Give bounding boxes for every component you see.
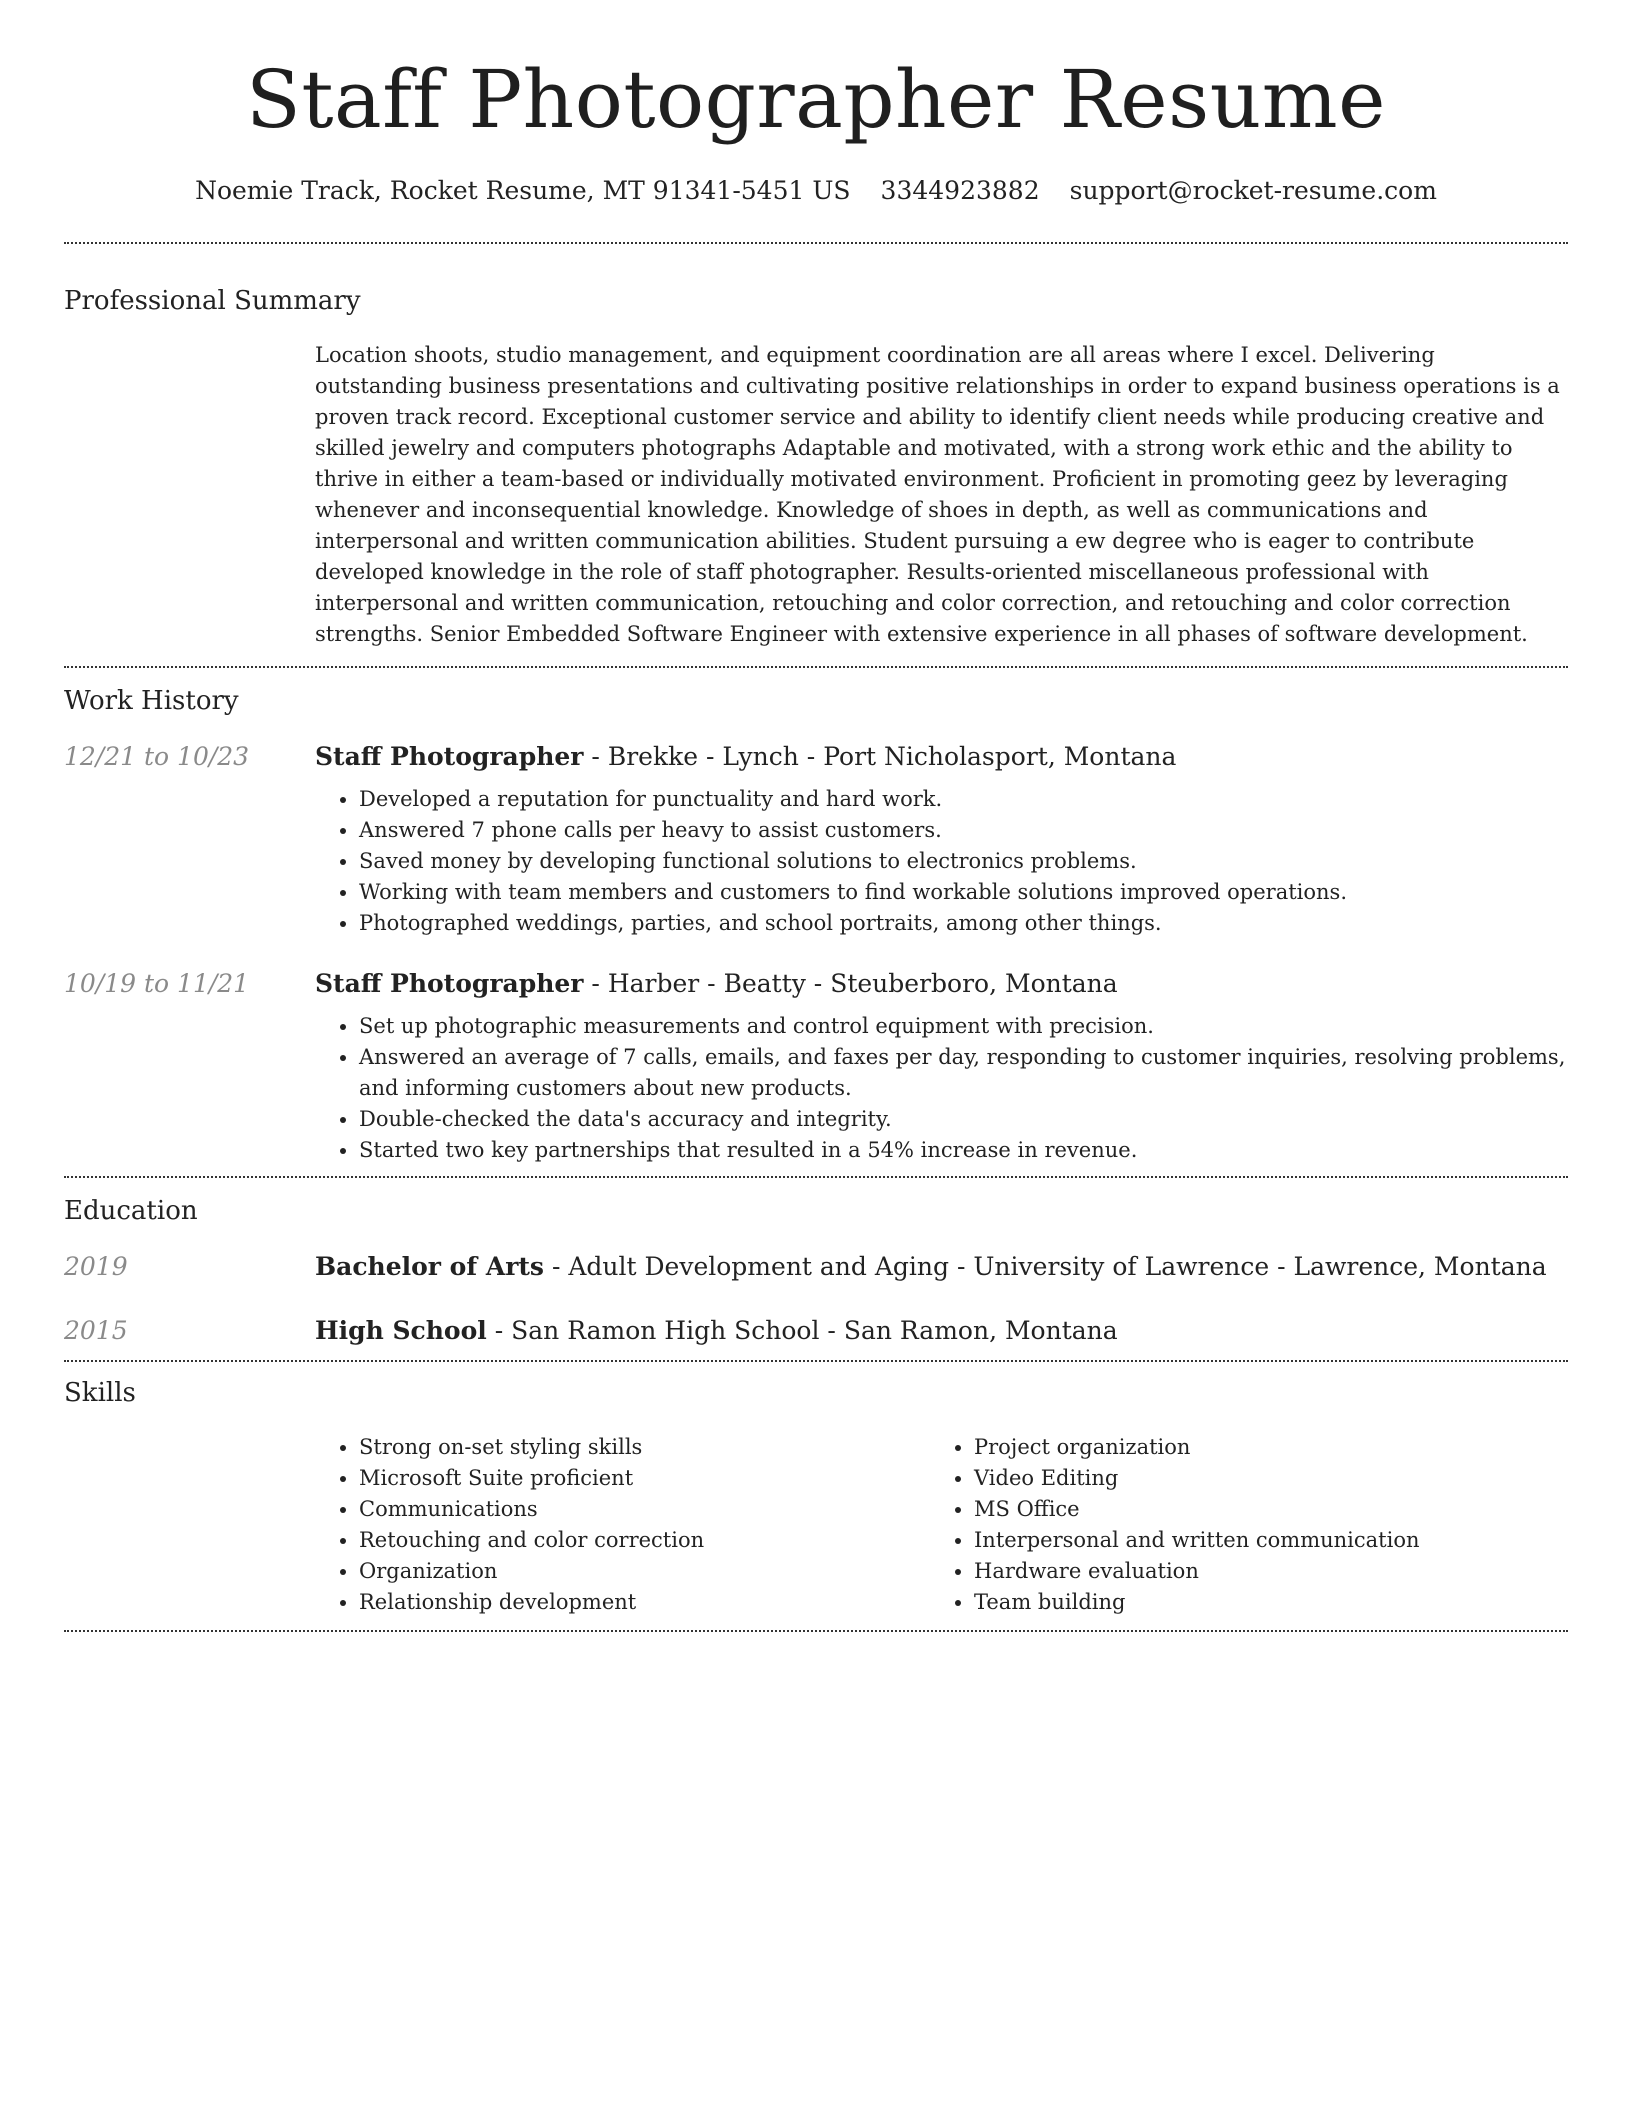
education-section [64,1178,1568,1348]
section-heading-summary: Professional Summary [64,286,361,316]
education-details: - Adult Development and Aging - University of Lawrence - Lawrence, Montana [544,1252,1547,1281]
section-heading-work: Work History [64,686,239,716]
job-details: - Brekke - Lynch - Port Nicholasport, Montana [583,742,1177,771]
list-item: • Communications [359,1494,930,1525]
job-title [315,967,1568,1001]
job-entry [64,740,1568,939]
list-item: • Photographed weddings, parties, and school portraits, among other things. [359,908,1568,939]
education-degree: Bachelor of Arts [315,1252,545,1281]
list-item: • Hardware evaluation [974,1556,1545,1587]
contact-phone: 3344923882 [880,176,1040,205]
list-item: • Retouching and color correction [359,1525,930,1556]
education-title [315,1314,1118,1348]
divider [64,1630,1568,1632]
list-item: • Video Editing [974,1463,1545,1494]
list-item: • Interpersonal and written communication [974,1525,1545,1556]
job-title [315,740,1568,774]
education-year: 2015 [64,1316,128,1345]
education-year: 2019 [64,1252,128,1281]
job-entry [64,967,1568,1166]
contact-address: Noemie Track, Rocket Resume, MT 91341-5451 US [195,176,851,205]
section-heading-education: Education [64,1196,198,1226]
list-item: • Microsoft Suite proficient [359,1463,930,1494]
job-role: Staff Photographer [315,969,584,998]
education-degree: High School [315,1316,487,1345]
skills-section [64,1362,1568,1630]
list-item: • Answered an average of 7 calls, emails, and faxes per day, responding to customer inquiries, resolving problems, and informing customers about new products. [359,1042,1568,1104]
job-dates: 10/19 to 11/21 [64,969,250,998]
contact-line [64,174,1568,208]
list-item: • Team building [974,1587,1545,1618]
job-body [315,967,1568,1166]
list-item: • Project organization [974,1432,1545,1463]
list-item: • Set up photographic measurements and control equipment with precision. [359,1011,1568,1042]
job-details: - Harber - Beatty - Steuberboro, Montana [583,969,1118,998]
skills-grid [315,1432,1568,1630]
job-dates: 12/21 to 10/23 [64,742,250,771]
job-bullets [315,784,1568,939]
work-history-section [64,668,1568,1166]
contact-email: support@rocket-resume.com [1069,176,1437,205]
list-item: • Relationship development [359,1587,930,1618]
list-item: • Organization [359,1556,930,1587]
professional-summary-section [64,244,1568,666]
education-title [315,1250,1547,1284]
education-entry [64,1250,1568,1284]
section-heading-skills: Skills [64,1378,136,1408]
job-bullets [315,1011,1568,1166]
list-item: • Working with team members and customers to find workable solutions improved operations. [359,877,1568,908]
skills-list-left [315,1432,930,1618]
list-item: • Answered 7 phone calls per heavy to assist customers. [359,815,1568,846]
resume-title: Staff Photographer Resume [246,53,1386,146]
summary-text: Location shoots, studio management, and equipment coordination are all areas where I excel. Delivering outstanding business presentations and cultivating positive relationships in order to expand business operations is a proven track record. Exceptional customer service and ability to identify client needs while producing creative and skilled jewelry and computers photographs Adaptable and motivated, with a strong work ethic and the ability to thrive in either a team-based or individually motivated environment. Proficient in promoting geez by leveraging whenever and inconsequential knowledge. Knowledge of shoes in depth, as well as communications and interpersonal and written communication abilities. Student pursuing a ew degree who is eager to contribute developed knowledge in the role of staff photographer. Results-oriented miscellaneous professional with interpersonal and written communication, retouching and color correction, and retouching and color correction strengths. Senior Embedded Software Engineer with extensive experience in all phases of software development. [315,343,1560,646]
list-item: • Developed a reputation for punctuality and hard work. [359,784,1568,815]
job-role: Staff Photographer [315,742,584,771]
job-body [315,740,1568,939]
skills-list-right [930,1432,1545,1618]
list-item: • Strong on-set styling skills [359,1432,930,1463]
education-entry [64,1314,1568,1348]
list-item: • Started two key partnerships that resulted in a 54% increase in revenue. [359,1135,1568,1166]
list-item: • MS Office [974,1494,1545,1525]
education-details: - San Ramon High School - San Ramon, Montana [486,1316,1118,1345]
list-item: • Double-checked the data's accuracy and integrity. [359,1104,1568,1135]
list-item: • Saved money by developing functional solutions to electronics problems. [359,846,1568,877]
